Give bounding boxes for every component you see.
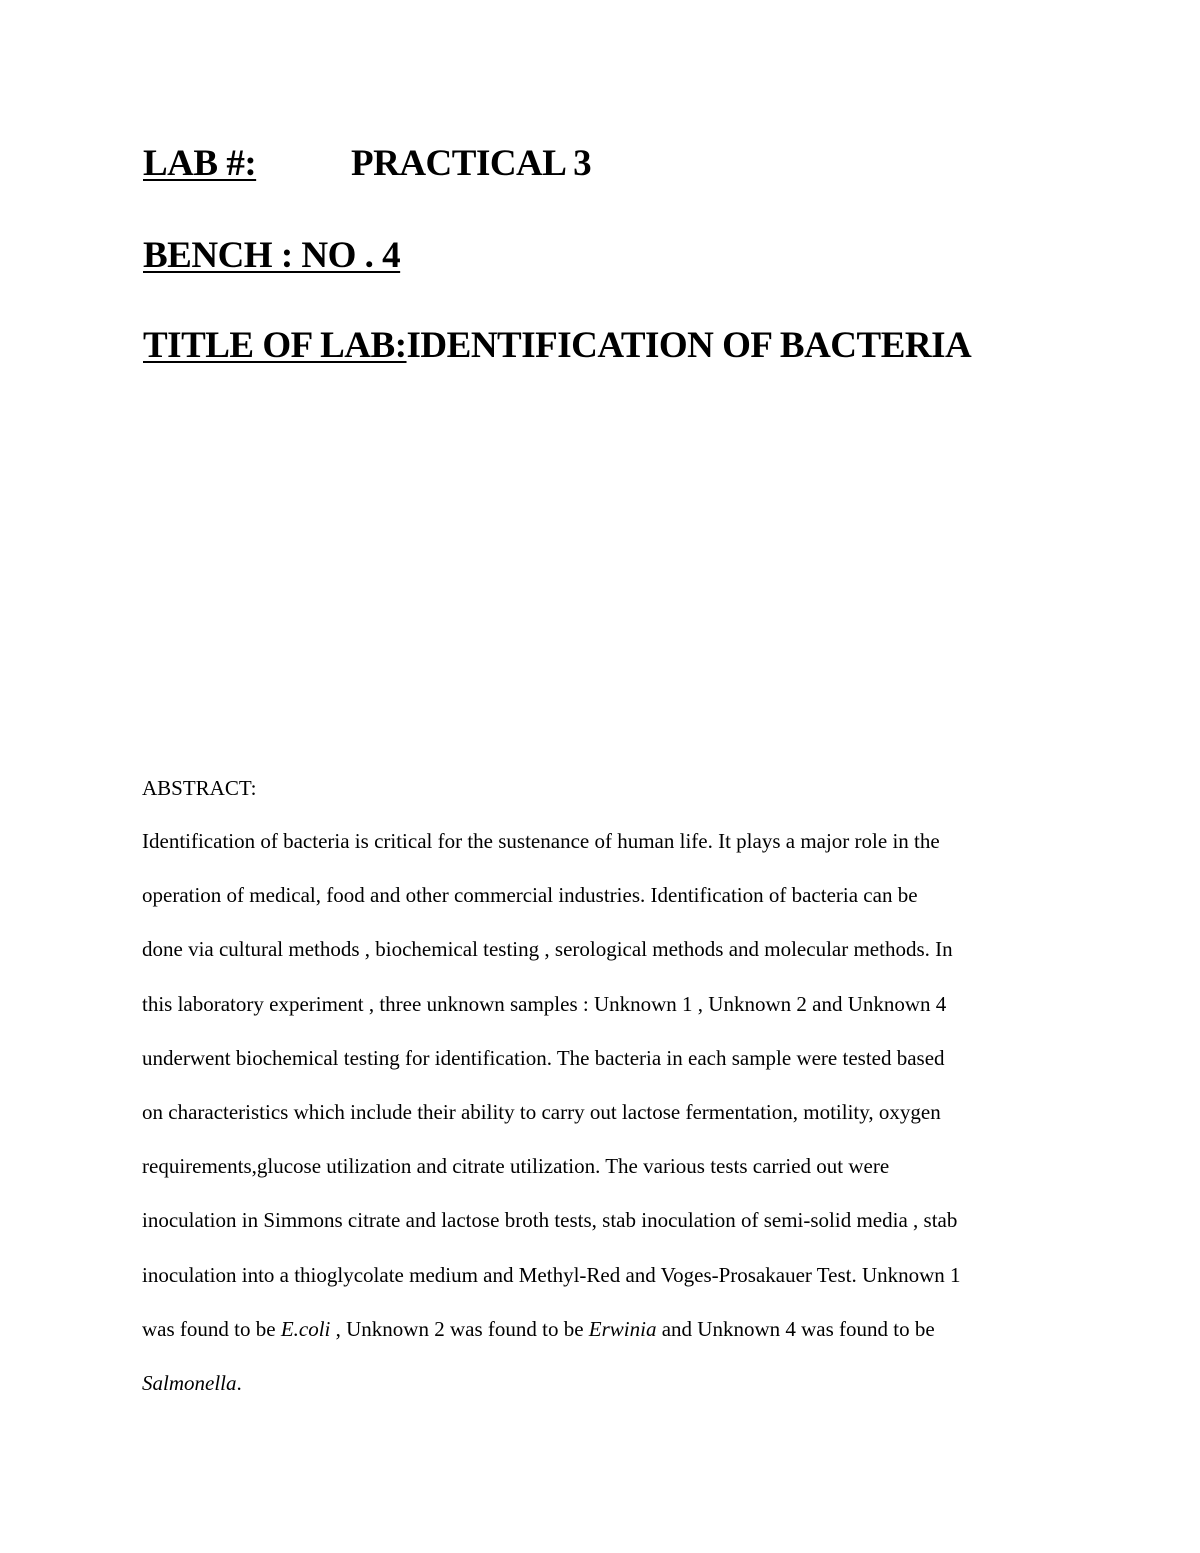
abstract-text: and Unknown 4 was found to be: [656, 1316, 935, 1341]
abstract-line: underwent biochemical testing for identification. The bacteria in each sample were tested based: [142, 1045, 945, 1070]
abstract-line: requirements,glucose utilization and citrate utilization. The various tests carried out were: [142, 1154, 890, 1179]
organism-name-salmonella: Salmonella: [142, 1370, 237, 1395]
abstract-label: ABSTRACT:: [142, 776, 257, 800]
abstract-line: this laboratory experiment , three unknown samples : Unknown 1 , Unknown 2 and Unknown 4: [142, 991, 947, 1016]
abstract-line: done via cultural methods , biochemical testing , serological methods and molecular methods. In: [142, 937, 953, 962]
bench-heading: [143, 234, 400, 278]
abstract-text: .: [236, 1370, 242, 1395]
abstract-line: inoculation into a thioglycolate medium and Methyl-Red and Voges-Prosakauer Test. Unknown 1: [142, 1262, 961, 1287]
lab-title-value: IDENTIFICATION OF BACTERIA: [406, 325, 972, 366]
abstract-line: inoculation in Simmons citrate and lactose broth tests, stab inoculation of semi-solid media , stab: [142, 1208, 958, 1233]
abstract-line: operation of medical, food and other commercial industries. Identification of bacteria can be: [142, 883, 918, 908]
abstract-line: on characteristics which include their ability to carry out lactose fermentation, motility, oxygen: [142, 1099, 941, 1124]
abstract-line: Identification of bacteria is critical for the sustenance of human life. It plays a major role in the: [142, 829, 940, 853]
lab-number-label: LAB #:: [143, 143, 257, 184]
organism-name-erwinia: Erwinia: [588, 1316, 657, 1341]
abstract-body: [142, 827, 1072, 1423]
lab-title-label: TITLE OF LAB:: [143, 325, 407, 366]
abstract-line: [142, 1369, 1072, 1423]
abstract-text: was found to be: [142, 1316, 281, 1341]
lab-number-heading: [143, 142, 592, 186]
lab-title-heading: [143, 324, 971, 368]
abstract-line: [142, 1315, 1072, 1369]
organism-name-ecoli: E.coli: [280, 1316, 331, 1341]
lab-number-value: PRACTICAL 3: [351, 143, 592, 184]
bench-label: BENCH : NO . 4: [143, 235, 401, 276]
abstract-text: , Unknown 2 was found to be: [330, 1316, 589, 1341]
